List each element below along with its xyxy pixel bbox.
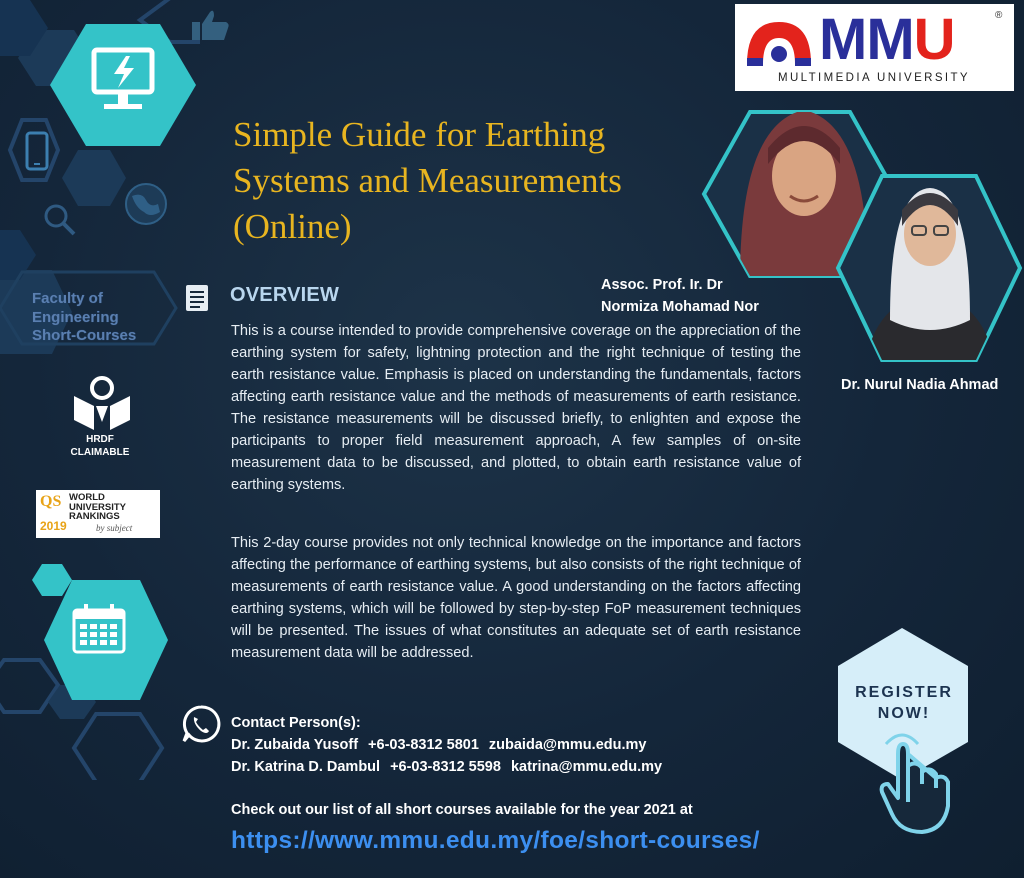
qs-year: 2019 (40, 519, 67, 533)
hrdf-label (60, 434, 140, 459)
qs-mark: QS (40, 493, 62, 510)
register-line1: REGISTER (855, 684, 953, 701)
phone-icon (24, 130, 50, 174)
speaker1-name (601, 274, 759, 318)
mmu-letters-main: MM (819, 7, 914, 72)
mmu-letters (819, 6, 955, 73)
speaker1-line1: Assoc. Prof. Ir. Dr (601, 277, 723, 293)
contact-email[interactable]: zubaida@mmu.edu.my (488, 737, 647, 753)
overview-heading: OVERVIEW (230, 284, 340, 306)
short-courses-note: Check out our list of all short courses available for the year 2021 at (231, 802, 693, 818)
faculty-line3: Short-Courses (32, 327, 137, 344)
mmu-subtitle: MULTIMEDIA UNIVERSITY (777, 72, 971, 84)
document-icon (184, 283, 210, 313)
contact-name: Dr. Katrina D. Dambul (231, 759, 381, 775)
register-line2: NOW! (877, 705, 931, 722)
short-courses-link[interactable]: https://www.mmu.edu.my/foe/short-courses/ (231, 827, 760, 854)
faculty-label (32, 290, 182, 346)
register-now-label[interactable] (839, 682, 969, 724)
faculty-line1: Faculty of (32, 290, 103, 307)
qs-line1: WORLD (69, 492, 105, 503)
contact-email[interactable]: katrina@mmu.edu.my (510, 759, 663, 775)
calendar-icon (70, 602, 128, 656)
speaker2-name: Dr. Nurul Nadia Ahmad (841, 377, 999, 393)
thumbs-up-icon (180, 4, 250, 50)
mmu-letter-u: U (913, 7, 955, 72)
qs-title (69, 493, 126, 522)
contact-person-1 (231, 734, 672, 756)
speaker1-line2: Normiza Mohamad Nor (601, 299, 759, 315)
register-now-button[interactable] (836, 626, 972, 840)
contact-person-2 (231, 756, 672, 778)
mmu-logo (735, 4, 1014, 91)
overview-paragraph-1: This is a course intended to provide comprehensive coverage on the appreciation of the earthing system for safety, lightning protection and the right technique of testing the earth resistance value. Emphasis is placed on understanding the fundamentals, factors affecting earth resistance value and the methods of measurements of earth resistance. The resistance measurements will be discussed briefly, to enlighten and expose the participants to proper field measurement approach, A few samples of on-site measurement data to be discussed, and plotted, to obtain earth resistance value of earthing systems. (231, 323, 801, 493)
contact-heading: Contact Person(s): (231, 715, 361, 731)
mmu-emblem-icon (743, 14, 815, 70)
registered-mark: ® (995, 10, 1003, 21)
search-icon (40, 200, 80, 240)
contact-name: Dr. Zubaida Yusoff (231, 737, 359, 753)
overview-paragraph-2: This 2-day course provides not only technical knowledge on the importance and factors affecting the performance of earthing systems, but also consists of the right technique of measurements of earth resistance value. A good understanding on the factors affecting earthing systems, which will be followed by step-by-step FoP measurement techniques will be presented. The issues of what constitutes an adequate set of earth resistance measurement data will be addressed. (231, 535, 801, 661)
contact-phone[interactable]: +6-03-8312 5801 (368, 737, 479, 753)
qs-line3: RANKINGS (69, 511, 120, 522)
contact-phone[interactable]: +6-03-8312 5598 (390, 759, 501, 775)
hrdf-line2: CLAIMABLE (70, 446, 130, 458)
faculty-line2: Engineering (32, 308, 119, 326)
qs-subtitle: by subject (96, 523, 133, 533)
hrdf-line1: HRDF (86, 434, 114, 445)
course-title: Simple Guide for Earthing Systems and Measurements (Online) (233, 115, 622, 246)
whatsapp-icon (181, 704, 221, 744)
lightning-monitor-hexagon (48, 20, 198, 150)
qs-line2: UNIVERSITY (69, 501, 127, 513)
qs-rankings-badge (36, 490, 160, 538)
hrdf-logo-icon (72, 376, 132, 434)
globe-icon (120, 178, 176, 234)
speaker2-photo (834, 170, 1024, 366)
contact-block (231, 712, 672, 778)
